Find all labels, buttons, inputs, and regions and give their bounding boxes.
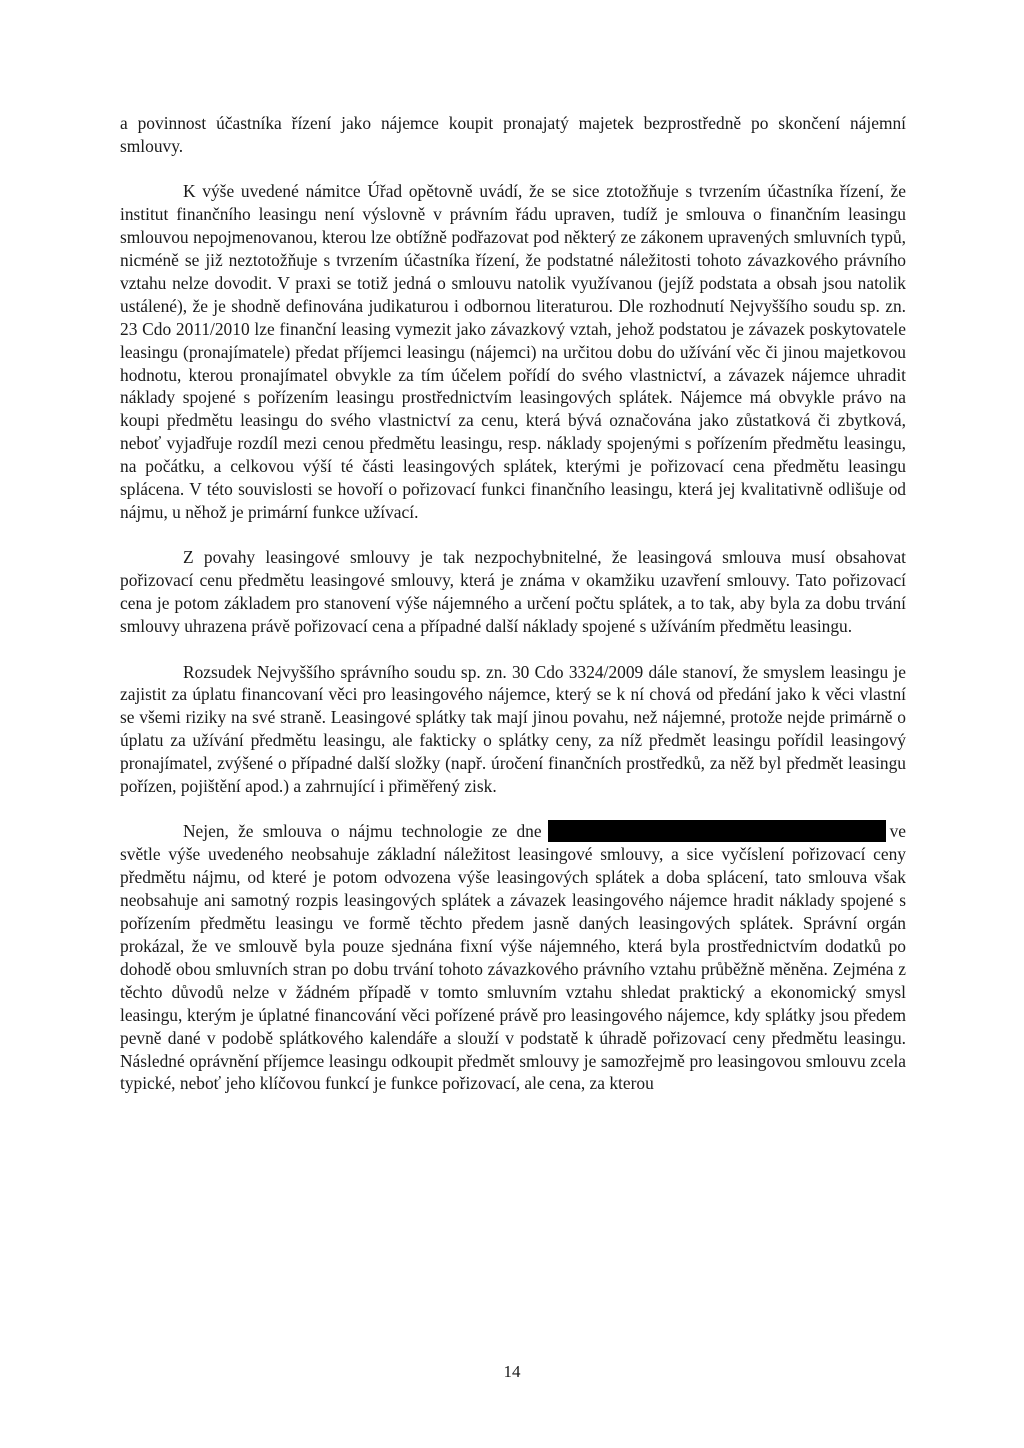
paragraph-3: Z povahy leasingové smlouvy je tak nezpochybnitelné, že leasingová smlouva musí obsahovat pořizovací cenu předmětu leasingové smlouvy, která je známa v okamžiku uzavření smlouvy. Tato pořizovací cena je potom základem pro stanovení výše nájemného a určení počtu splátek, a to tak, aby byla za dobu trvání smlouvy uhrazena právě pořizovací cena a případné další náklady spojené s užíváním předmětu leasingu. [120, 547, 906, 637]
paragraph-5-body: ve světle výše uvedeného neobsahuje základní náležitost leasingové smlouvy, a sice vyčíslení pořizovací ceny předmětu nájmu, od které je potom odvozena výše leasingových splátek a doba splácení, tato smlouva však neobsahuje ani samotný rozpis leasingových splátek a závazek leasingového nájemce hradit náklady spojené s pořízením předmětu leasingu ve formě těchto předem jasně daných leasingových splátek. Správní orgán prokázal, že ve smlouvě byla pouze sjednána fixní výše nájemného, která byla prostřednictvím dodatků po dohodě obou smluvních stran po dobu trvání tohoto závazkového právního vztahu průběžně měněna. Zejména z těchto důvodů nelze v žádném případě v tomto smluvním vztahu shledat praktický a ekonomický smysl leasingu, kterým je úplatné financování věci pořízené právě pro leasingového nájemce, kdy splátky jsou předem pevně dané v podobě splátkového kalendáře a slouží v podstatě k úhradě pořizovací ceny předmětu leasingu. Následné oprávnění příjemce leasingu odkoupit předmět smlouvy je samozřejmě pro leasingovou smlouvu zcela typické, neboť jeho klíčovou funkcí je funkce pořizovací, ale cena, za kterou [120, 821, 906, 1094]
paragraph-2: K výše uvedené námitce Úřad opětovně uvádí, že se sice ztotožňuje s tvrzením účastníka řízení, že institut finančního leasingu není výslovně v právním řádu upraven, tudíž je smlouva o finančním leasingu smlouvou nepojmenovanou, kterou lze obtížně podřazovat pod některý ze zákonem upravených smluvních typů, nicméně se již neztotožňuje s tvrzením účastníka řízení, že podstatné náležitosti tohoto závazkového právního vztahu nelze dovodit. V praxi se totiž jedná o smlouvu natolik využívanou (jejíž podstata a obsah jsou natolik ustálené), že je shodně definována judikaturou i odbornou literaturou. Dle rozhodnutí Nejvyššího soudu sp. zn. 23 Cdo 2011/2010 lze finanční leasing vymezit jako závazkový vztah, jehož podstatou je závazek poskytovatele leasingu (pronajímatele) předat příjemci leasingu (nájemci) na určitou dobu do užívání věc či jinou majetkovou hodnotu, kterou pronajímatel obvykle za tím účelem pořídí do svého vlastnictví, a závazek nájemce uhradit náklady spojené s pořízením leasingu prostřednictvím leasingových splátek. Nájemce má obvykle právo na koupi předmětu leasingu do svého vlastnictví za cenu, která bývá označována jako zůstatková či zbytková, neboť vyjadřuje rozdíl mezi cenou předmětu leasingu, resp. náklady spojenými s pořízením předmětu leasingu, na počátku, a celkovou výší té části leasingových splátek, kterými je pořizovací cena předmětu leasingu splácena. V této souvislosti se hovoří o pořizovací funkci finančního leasingu, která jej kvalitativně odlišuje od nájmu, u něhož je primární funkce užívací. [120, 181, 906, 522]
redaction-box [548, 820, 886, 842]
document-page [120, 112, 906, 1095]
paragraph-5 [120, 820, 906, 1095]
paragraph-4: Rozsudek Nejvyššího správního soudu sp. zn. 30 Cdo 3324/2009 dále stanoví, že smyslem leasingu je zajistit za úplatu financovaní věci pro leasingového nájemce, který se k ní chová od předání jako k věci vlastní se všemi riziky na své straně. Leasingové splátky tak mají jinou povahu, než nájemné, protože nejde primárně o úplatu za užívání předmětu leasingu, ale fakticky o splátky ceny, za níž předmět leasingu pořídil leasingový pronajímatel, zvýšené o případné další složky (např. úročení finančních prostředků, za něž byl předmět leasingu pořízen, pojištění apod.) a zahrnující i přiměřený zisk. [120, 661, 906, 797]
paragraph-1: a povinnost účastníka řízení jako nájemce koupit pronajatý majetek bezprostředně po skončení nájemní smlouvy. [120, 113, 906, 156]
paragraph-5-lead: Nejen, že smlouva o nájmu technologie ze dne [183, 821, 542, 842]
page-number: 14 [503, 1362, 521, 1381]
